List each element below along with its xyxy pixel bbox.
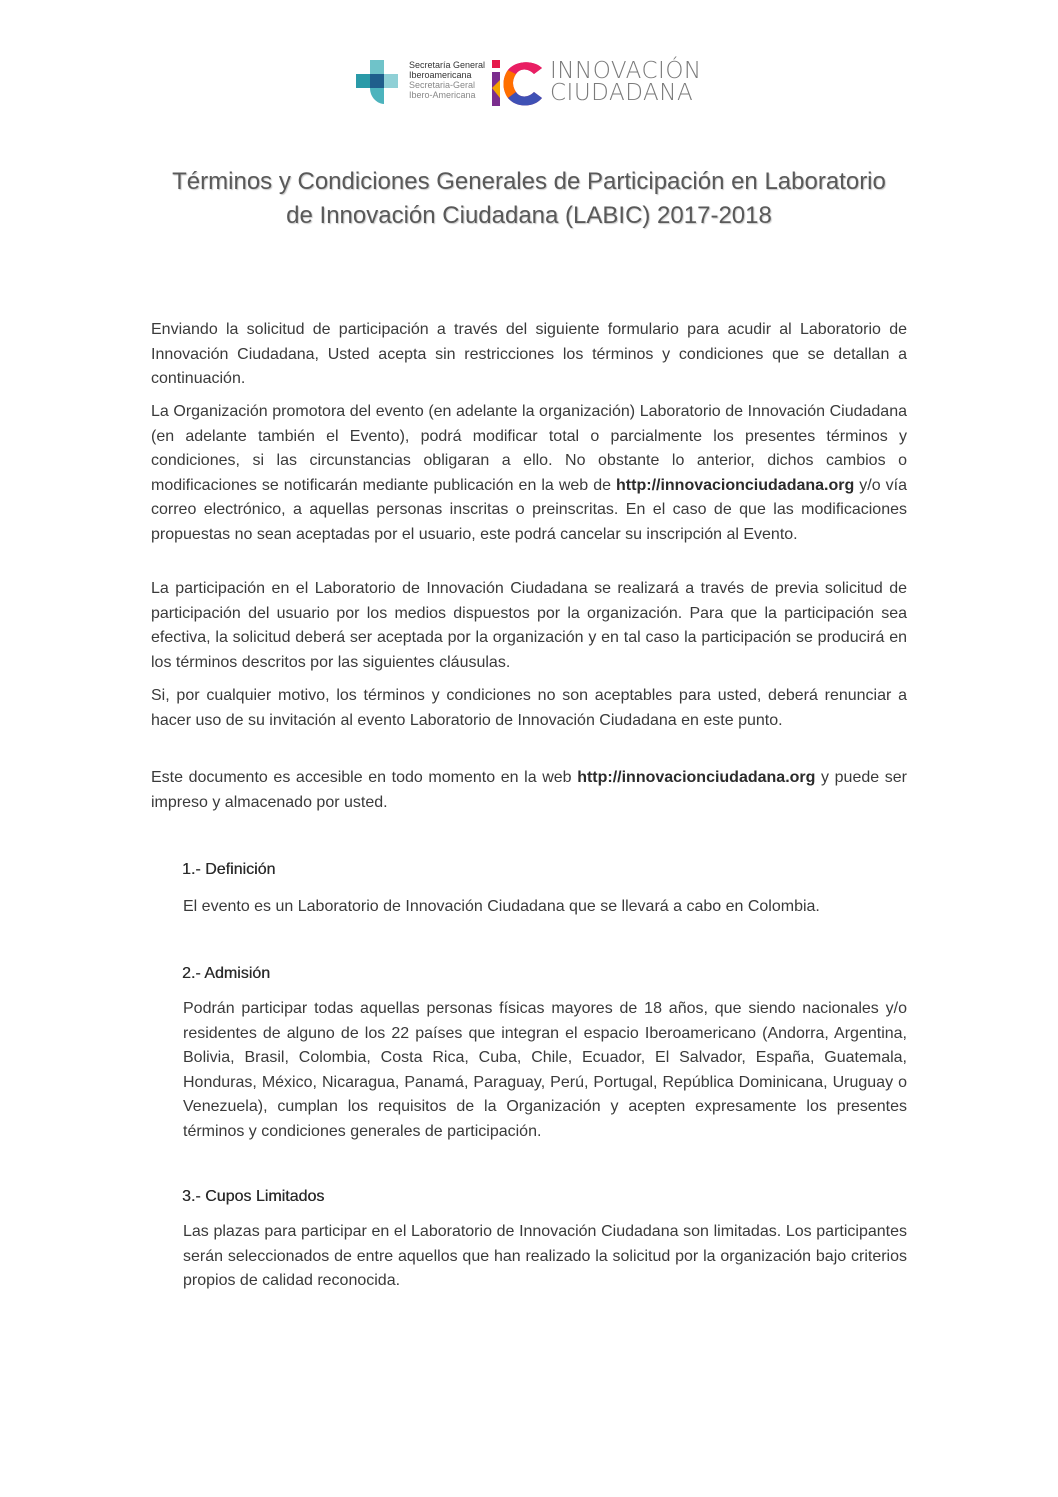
intro-paragraph-4: Si, por cualquier motivo, los términos y condiciones no son aceptables para usted, deberá renunciar a hacer uso de su invitación al evento Laboratorio de Innovación Ciudadana en este punto. <box>151 687 907 729</box>
section-heading-definicion: 1.- Definición <box>182 861 276 878</box>
intro-paragraph-5 <box>151 766 907 815</box>
intro-paragraph-1: Enviando la solicitud de participación a través del siguiente formulario para acudir al Laboratorio de Innovación Ciudadana, Usted acepta sin restricciones los términos y condiciones que se detallan a continuación. <box>151 321 907 388</box>
section-heading-admision: 2.- Admisión <box>182 965 271 982</box>
intro-paragraph-2 <box>151 400 907 548</box>
section-text-cupos: Las plazas para participar en el Laboratorio de Innovación Ciudadana son limitadas. Los participantes serán seleccionados de entre aquellos que han realizado la solicitud por la organización bajo criterios propios de calidad reconocida. <box>183 1223 907 1290</box>
ic-line-2: CIUDADANA <box>550 80 694 106</box>
website-link-2[interactable]: http://innovacionciudadana.org <box>577 769 816 786</box>
segib-line-3: Secretaria-Geral <box>409 80 476 90</box>
title-line-1: Términos y Condiciones Generales de Participación en Laboratorio <box>172 168 886 195</box>
intro-p5-text-b: y puede ser impreso y almacenado por usted. <box>151 769 907 811</box>
header-logos <box>356 58 706 108</box>
innovacion-ciudadana-logo-text <box>550 60 702 104</box>
section-heading-cupos: 3.- Cupos Limitados <box>182 1188 325 1205</box>
segib-line-4: Ibero-Americana <box>409 90 476 100</box>
ic-line-1: INNOVACIÓN <box>550 58 702 84</box>
innovacion-ciudadana-logo-icon <box>490 58 546 108</box>
segib-line-2: Iberoamericana <box>409 70 472 80</box>
intro-p2-text-a: La Organización promotora del evento (en adelante la organización) Laboratorio de Innovación Ciudadana (en adelante también el Evento), podrá modificar total o parcialmente los presentes términos y condiciones, si las circunstancias obligaran a ello. No obstante lo anterior, dichos cambios o modificaciones se notificarán mediante publicación en la web de <box>151 403 907 494</box>
intro-paragraph-3: La participación en el Laboratorio de Innovación Ciudadana se realizará a través de previa solicitud de participación del usuario por los medios dispuestos por la organización. Para que la participación sea efectiva, la solicitud deberá ser aceptada por la organización y en tal caso la participación se producirá en los términos descritos por las siguientes cláusulas. <box>151 580 907 671</box>
section-text-admision: Podrán participar todas aquellas personas físicas mayores de 18 años, que siendo nacionales y/o residentes de alguno de los 22 países que integran el espacio Iberoamericano (Andorra, Argentina, Bolivia, Brasil, Colombia, Costa Rica, Cuba, Chile, Ecuador, El Salvador, España, Guatemala, Honduras, México, Nicaragua, Panamá, Paraguay, Perú, Portugal, República Dominicana, Uruguay o Venezuela), cumplan los requisitos de la Organización y acepten expresamente los presentes términos y condiciones generales de participación. <box>183 1000 907 1140</box>
segib-logo-icon <box>356 60 404 106</box>
website-link[interactable]: http://innovacionciudadana.org <box>616 476 855 494</box>
intro-p5-text-a: Este documento es accesible en todo momento en la web <box>151 769 578 786</box>
segib-logo-text <box>409 60 489 100</box>
section-text-definicion: El evento es un Laboratorio de Innovación Ciudadana que se llevará a cabo en Colombia. <box>183 898 820 915</box>
intro-p2-text-b: y/o vía correo electrónico, a aquellas personas inscritas o preinscritas. En el caso de que las modificaciones propuestas no sean aceptadas por el usuario, este podrá cancelar su inscripción al Evento. <box>151 476 907 543</box>
segib-line-1: Secretaría General <box>409 60 486 70</box>
title-line-2: de Innovación Ciudadana (LABIC) 2017-2018 <box>286 202 772 229</box>
document-title <box>100 165 958 233</box>
